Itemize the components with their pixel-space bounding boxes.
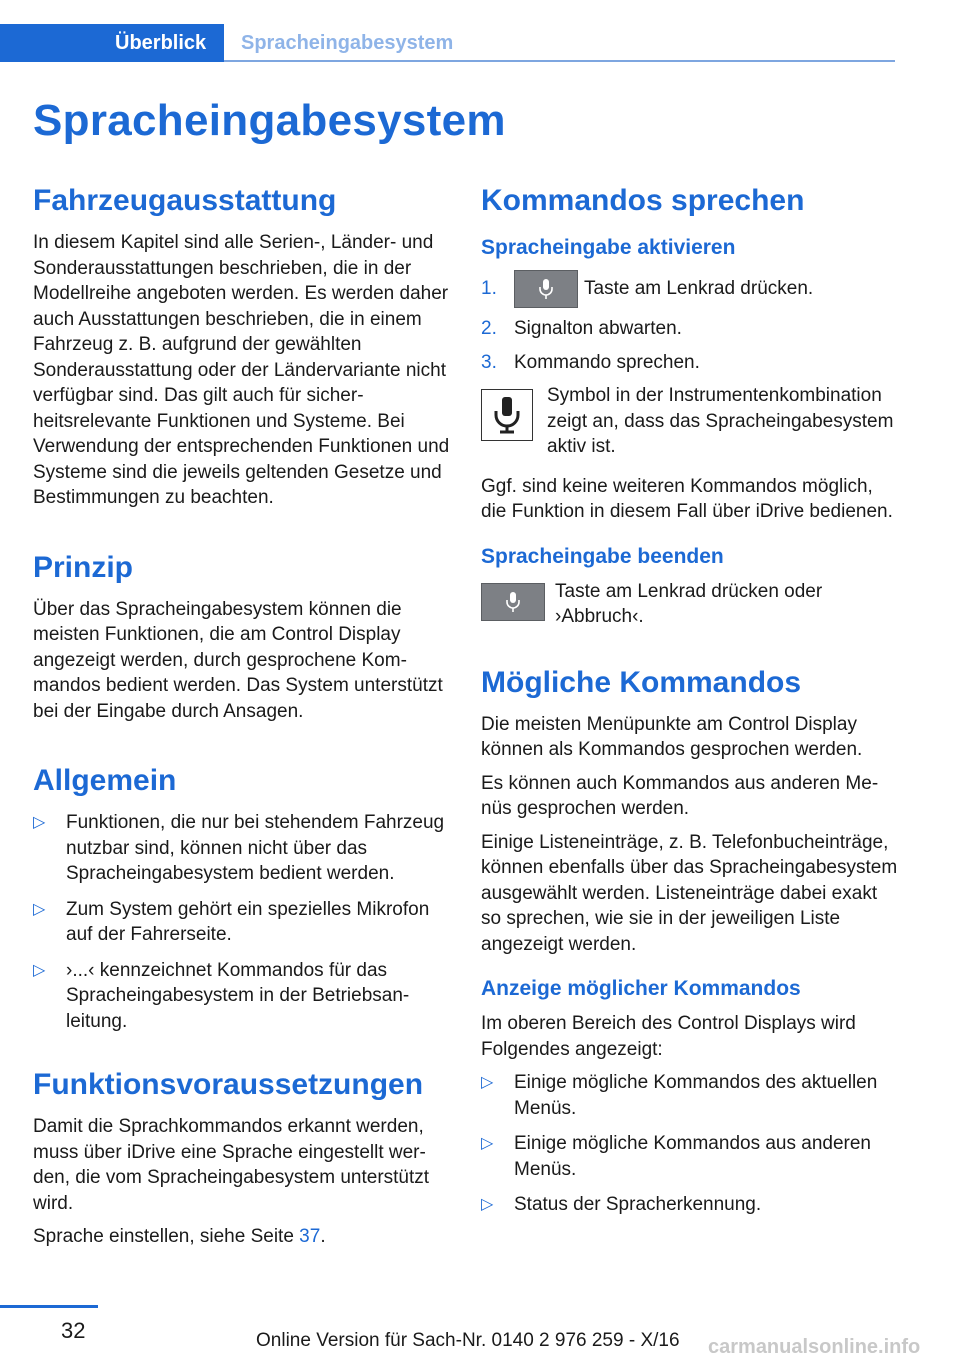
- list-item: ▷ ›...‹ kennzeichnet Kommandos für das Spracheingabesystem in der Betriebsanleitung.: [33, 959, 410, 1032]
- tab-spracheingabesystem[interactable]: Spracheingabesystem: [241, 32, 454, 54]
- paragraph-note-idrive: Ggf. sind keine weiteren Kommandos möglich, die Funktion in diesem Fall über iDrive bedienen.: [481, 475, 893, 523]
- step-item: 1. Taste am Lenkrad drücken.: [481, 270, 899, 308]
- header-tabbar: [0, 24, 895, 62]
- beenden-row: [481, 579, 899, 630]
- page-reference-link[interactable]: 37: [299, 1226, 321, 1247]
- list-anzeige: [481, 1070, 899, 1218]
- paragraph-moegliche-2: Es können auch Kommandos aus anderen Menüs gesprochen werden.: [481, 772, 879, 820]
- paragraph-prinzip: Über das Spracheingabesystem können die meisten Funktionen, die am Control Display angezeigt werden, durch gesprochene Kommandos bedient werden. Das System unterstützt bei der Eingabe durch Ansagen.: [33, 598, 443, 722]
- tab-ueberblick[interactable]: Überblick: [0, 24, 224, 62]
- triangle-right-outline-icon: ▷: [33, 814, 46, 831]
- heading-spracheingabe-beenden: Spracheingabe beenden: [481, 544, 724, 568]
- triangle-right-outline-icon: ▷: [33, 900, 46, 918]
- right-column: [481, 180, 899, 1228]
- steps-aktivieren: [481, 270, 899, 375]
- left-column: [33, 180, 451, 1258]
- paragraph-anzeige: Im oberen Bereich des Control Displays wird Folgendes angezeigt:: [481, 1013, 856, 1060]
- heading-prinzip: Prinzip: [33, 550, 134, 584]
- symbol-note: [481, 383, 899, 460]
- footer-accent-line: [0, 1305, 98, 1308]
- triangle-right-outline-icon: ▷: [481, 1196, 494, 1214]
- paragraph-sprache-einstellen: Sprache einstellen, siehe Seite 37.: [33, 1226, 326, 1247]
- paragraph-moegliche-1: Die meisten Menüpunkte am Control Display können als Kommandos gesprochen werden.: [481, 713, 863, 761]
- instrument-cluster-symbol: [481, 389, 533, 441]
- heading-fahrzeugausstattung: Fahrzeugausstattung: [33, 184, 337, 217]
- page-title: Spracheingabesystem: [33, 96, 506, 145]
- list-item: ▷ Einige mögliche Kommandos des aktuellen Menüs.: [481, 1072, 878, 1119]
- heading-anzeige-moeglicher-kommandos: Anzeige möglicher Kommandos: [481, 977, 801, 1001]
- paragraph-fahrzeugausstattung: In diesem Kapitel sind alle Serien-, Länder- und Sonderausstattungen beschrieben, die in der Modellreihe angeboten werden. Es werden daher auch Ausstattungen beschrieben, die in einem Fahrzeug z. B. aufgrund der gewählten Sonderausstattung oder der Ländervariante nicht verfügbar sind. Das gilt auch für sicherheitsrelevante Funktionen und Systeme. Bei Verwendung der entsprechenden Funktionen und Systeme sind die jeweils geltenden Gesetze und Bestimmungen zu beachten.: [33, 232, 450, 508]
- list-item: ▷ Status der Spracherkennung.: [481, 1192, 899, 1218]
- microphone-icon: [537, 278, 555, 300]
- paragraph-moegliche-3: Einige Listeneinträge, z. B. Telefonbucheinträge, können ebenfalls über das Spracheingabesystem ausgewählt werden. Listeneinträge dabei exakt so sprechen, wie sie in der jeweiligen Liste angezeigt werden.: [481, 831, 898, 955]
- footer-online-version: Online Version für Sach-Nr. 0140 2 976 259 - X/16: [256, 1330, 680, 1351]
- heading-moegliche-kommandos: Mögliche Kommandos: [481, 665, 802, 699]
- watermark: carmanualsonline.info: [708, 1336, 921, 1358]
- heading-allgemein: Allgemein: [33, 764, 177, 797]
- triangle-right-outline-icon: ▷: [481, 1135, 494, 1153]
- list-item: ▷ Funktionen, die nur bei stehendem Fahrzeug nutzbar sind, können nicht über das Spracheingabesystem bedient werden.: [33, 812, 445, 884]
- page-number: 32: [61, 1318, 86, 1343]
- list-item: ▷ Zum System gehört ein spezielles Mikrofon auf der Fahrerseite.: [33, 898, 430, 945]
- steering-wheel-voice-button: [481, 583, 545, 621]
- triangle-right-outline-icon: ▷: [481, 1074, 494, 1092]
- list-item: ▷ Einige mögliche Kommandos aus anderen Menüs.: [481, 1133, 871, 1180]
- heading-spracheingabe-aktivieren: Spracheingabe aktivieren: [481, 236, 736, 259]
- beenden-text: Taste am Lenkrad drücken oder ›Abbruch‹.: [555, 580, 823, 628]
- paragraph-funktionsvoraussetzungen: Damit die Sprachkommandos erkannt werden, muss über iDrive eine Sprache eingestellt werden, die vom Spracheingabesystem unterstützt wird.: [33, 1116, 430, 1214]
- step-item: 2. Signalton abwarten.: [481, 318, 682, 340]
- heading-kommandos-sprechen: Kommandos sprechen: [481, 184, 805, 217]
- list-allgemein: [33, 810, 451, 1034]
- triangle-right-outline-icon: ▷: [33, 961, 46, 979]
- symbol-text: Symbol in der Instrumentenkombination zeigt an, dass das Spracheingabesystem aktiv ist.: [547, 385, 894, 458]
- step-item: 3. Kommando sprechen.: [481, 351, 700, 373]
- microphone-icon: [493, 396, 521, 434]
- steering-wheel-voice-button: [514, 270, 578, 308]
- heading-funktionsvoraussetzungen: Funktionsvoraussetzungen: [33, 1068, 424, 1101]
- microphone-icon: [504, 591, 522, 613]
- tab-underline: [224, 60, 895, 62]
